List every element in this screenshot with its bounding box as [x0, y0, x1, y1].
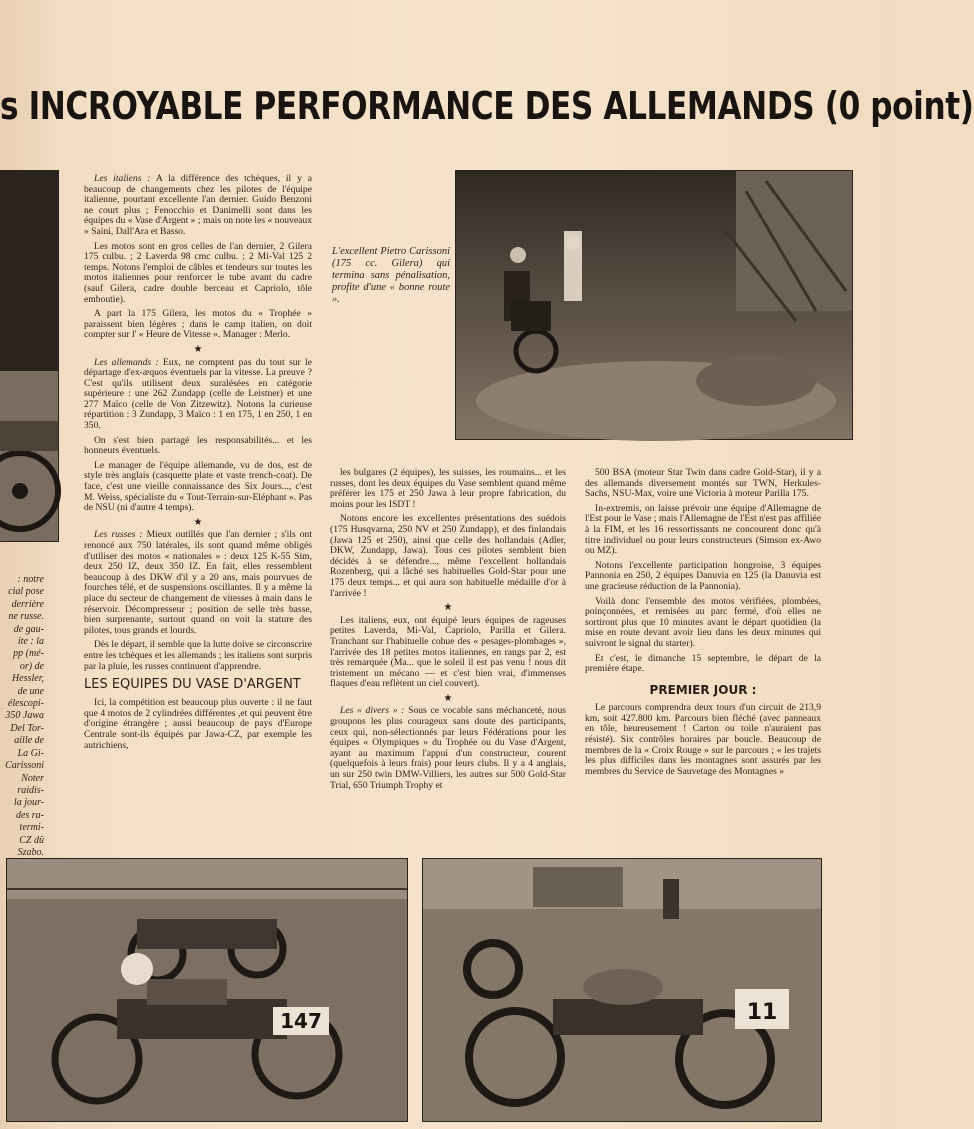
- photo-left-edge: [0, 170, 59, 542]
- left-fragment-line: or) de: [19, 660, 44, 672]
- paragraph: Ici, la compétition est beaucoup plus ouverte : il ne faut que 4 motos de 2 cylindrées différentes ,et qui peuvent être d'origine étrangère ; aussi beaucoup de pays d'Europe Centrale sont-ils équipés par Jawa-CZ, par exemple les autrichiens,: [84, 697, 312, 751]
- paragraph: Le parcours comprendra deux tours d'un circuit de 213,9 km, soit 427.800 km. Parcours bien fléché (avec panneaux en tôle, heureusement ! Carton ou toile n'auraient pas résisté). Six contrôles horaires par boucle. Beaucoup de membres de la « Croix Rouge » sur le parcours ; « les trajets les plus difficiles dans les montagnes sont assurés par les membres du Service de Sauvetage des Montagnes »: [585, 702, 821, 777]
- article-column-3: [585, 468, 821, 854]
- star-separator: ★: [193, 343, 203, 355]
- paragraph: 500 BSA (moteur Star Twin dans cadre Gold-Star), il y a des allemands diversement montés sur TWN, Herkules-Sachs, NSU-Max, voire une Victoria à moteur Parilla 175.: [585, 467, 821, 500]
- paragraph: In-extremis, on laisse prévoir une équipe d'Allemagne de l'Est pour le Vase ; mais l'Allemagne de l'Est n'est pas affiliée à la FIM, et les 16 ressortissants ne concourent donc qu'à titre individuel ou pour leurs constructeurs (Simson ex-Awo ou MZ).: [585, 502, 821, 557]
- left-fragment-line: cial pose: [8, 586, 44, 598]
- left-fragment-line: derrière: [11, 598, 44, 610]
- paragraph: Les motos sont en gros celles de l'an dernier, 2 Gilera 175 culbu. ; 2 Laverda 98 cmc culbu. ; 2 Mi-Val 125 2 temps. Notons l'emploi de câbles et tendeurs sur toutes les motos italiennes pour renforcer le tube avant du cadre (sauf Gilera, cadre double berceau et Capriolo, tôle emboutie).: [84, 240, 312, 305]
- left-fragment-line: pp (mé-: [13, 648, 44, 660]
- race-number-plate: 11: [746, 1000, 778, 1025]
- paragraph: Notons encore les excellentes présentations des suédois (175 Husqvarna, 250 NV et 250 Zundapp), et des finlandais (Jawa 125 et 250), ainsi que celle des hollandais (Adler, DKW, Zundapp, Jawa). Tous ces pilotes semblent bien décidés à se défendre..., même l'excellent hollandais Rozenberg, qui a lâché ses habituelles Gold-Star pour une 175 deux temps... et qui aura son habituelle médaille d'or à l'arrivée !: [330, 513, 566, 599]
- paragraph: [84, 358, 312, 432]
- left-fragment-line: CZ dû: [19, 834, 44, 846]
- paragraph: [84, 174, 312, 238]
- race-number-plate: 147: [280, 1009, 322, 1033]
- photo-caption: L'excellent Pietro Carissoni (175 cc. Gilera) qui termina sans pénalisation, profite d'une « bonne route ».: [332, 246, 450, 305]
- photo-rider-forest: [455, 170, 853, 440]
- left-fragment-line: des ra-: [15, 809, 44, 821]
- left-fragment-line: 350 Jawa: [5, 710, 44, 722]
- paragraph: Et c'est, le dimanche 15 septembre, le départ de la première étape.: [585, 652, 821, 675]
- section-heading-premier-jour: PREMIER JOUR :: [649, 682, 757, 697]
- left-fragment-line: la jour-: [13, 797, 44, 809]
- paragraph: Voilà donc l'ensemble des motos vérifiées, plombées, poinçonnées, et remisées au parc fermé, d'où elles ne sortiront plus que 10 minutes avant le départ quotidien (la mise en route devant avoir lieu dans les deux minutes qui suivront le signal du starter).: [585, 595, 821, 649]
- left-fragment-line: termi-: [19, 822, 44, 834]
- article-column-1: [84, 174, 312, 854]
- photo-left-edge-drawing: [0, 171, 58, 541]
- paragraph: Notons l'excellente participation hongroise, 3 équipes Pannonia en 250, 2 équipes Danuvia en 125 (la Danuvia est une gracieuse réduction de la Pannonia).: [585, 559, 821, 592]
- article-column-2: [330, 468, 566, 854]
- left-caption-fragment: [0, 574, 44, 859]
- star-separator: ★: [443, 602, 453, 614]
- section-heading-vase: LES EQUIPES DU VASE D'ARGENT: [84, 677, 301, 693]
- left-fragment-line: de gau-: [13, 623, 44, 635]
- photo-motorcycles-right: [422, 858, 822, 1122]
- paragraph: [84, 530, 312, 636]
- paragraph: les bulgares (2 équipes), les suisses, les roumains... et les russes, dont les deux équipes du Vase semblent quand même préférer les 175 et 250 Jawa à leur propre fabrication, du moins pour les ISDT !: [330, 467, 566, 510]
- left-fragment-line: La Gi-: [17, 747, 44, 759]
- left-fragment-line: ne russe.: [8, 611, 44, 623]
- star-separator: ★: [443, 692, 453, 704]
- paragraph-text: Sous ce vocable sans méchanceté, nous groupons les plus courageux sans doute des participants, ceux qui, non-sélectionnés par leurs Fédérations pour les équipes « Olympiques » du Trophée ou du Vase d'Argent, ayant au maximum l'appui d'un constructeur, courent (quelquefois à leurs frais) pour leurs clubs. Il y a 4 anglais, un sur 250 twin DMW-Villiers, les autres sur 500 Gold-Star Trial, 650 Triumph Trophy et: [330, 705, 566, 791]
- paragraph-text: Mieux outillés que l'an dernier ; s'ils ont renoncé aux 750 latérales, ils sont quand même obligés d'utiliser des motos « nationales » : deux 125 K-55 Sim, deux 250 IZ, deux 350 IZ. En fait, elles ressemblent beaucoup à des DKW d'il y a 20 ans, mais pourvues de fourches télé, et de suspensions oscillantes. Il y a même la place du secteur de changement de vitesses à main dans le réservoir. Décompresseur ; position de selle très basse, bien surprenante, surtout quand on voit la stature des pilotes, tous grands et lourds.: [84, 529, 313, 636]
- paragraph-lead: Les italiens :: [94, 173, 151, 184]
- paragraph-text: Eux, ne comptent pas du tout sur le départage d'ex-æquos éventuels par la vitesse. La preuve ? C'est qu'ils utilisent deux suralésées en catégorie supérieure : une 262 Zundapp (celle de Leistner) et une 277 Maïco (celle de Von Zitzewitz). Notons la curieuse répartition : 3 Zundapp, 3 Maïco : 1 en 175, 1 en 250, 1 en 350.: [84, 356, 312, 432]
- paragraph: Les italiens, eux, ont équipé leurs équipes de rageuses petites Laverda, Mi-Val, Capriolo, Parilla et Gilera. Tranchant sur l'habituelle cohue des « pesages-plombages », l'arrivée des 18 petites motos italiennes, en rangs par 2, est très remarquée (Ma... que le soleil il est pas venu ! nous dit tristement un mécano — et c'est bien vrai, d'immenses flaques d'eau reflètent un ciel couvert).: [330, 614, 566, 690]
- left-fragment-line: : notre: [17, 574, 44, 585]
- headline: s INCROYABLE PERFORMANCE DES ALLEMANDS (0 point): [0, 84, 974, 128]
- paragraph: On s'est bien partagé les responsabilités... et les honneurs éventuels.: [84, 434, 312, 457]
- left-fragment-line: Noter: [21, 772, 44, 784]
- paragraph: Dès le départ, il semble que la lutte doive se circonscrire entre les tchèques et les allemands ; les italiens sont surpris par la pluie, les russes continuent d'apprendre.: [84, 639, 312, 672]
- left-fragment-line: aille de: [14, 735, 44, 747]
- paragraph-text: A la différence des tchèques, il y a beaucoup de changements chez les pilotes de l'équipe italienne, pourtant excellente l'an dernier. Guido Benzoni ne court plus ; Fenocchio et Danimelli sont dans les équipes du « Vase d'Argent » ; mais on note les « nouveaux » Saini, Dall'Ara et Basso.: [84, 173, 312, 237]
- star-separator: ★: [193, 516, 203, 528]
- photo-motorcycles-left-drawing: [7, 859, 407, 1121]
- photo-motorcycles-right-drawing: [423, 859, 821, 1121]
- left-fragment-line: élescopi-: [7, 698, 44, 710]
- photo-rider-forest-drawing: [456, 171, 852, 439]
- left-fragment-line: de une: [17, 685, 44, 697]
- paragraph-lead: Les « divers » :: [340, 705, 405, 717]
- photo-motorcycles-left: [6, 858, 408, 1122]
- left-fragment-line: raidis-: [17, 784, 44, 796]
- left-fragment-line: ite : la: [17, 636, 44, 648]
- paragraph-lead: Les allemands :: [94, 356, 159, 368]
- left-fragment-line: Carissoni: [5, 760, 44, 772]
- left-fragment-line: Del Tor-: [10, 722, 44, 734]
- left-fragment-line: Szabo.: [17, 846, 44, 858]
- left-fragment-line: Hessler,: [12, 673, 44, 685]
- paragraph: A part la 175 Gilera, les motos du « Trophée » paraissent bien légères ; dans le camp italien, on doit compter sur l' « Heure de Vitesse ». Manager : Merlo.: [84, 308, 312, 341]
- paragraph-lead: Les russes :: [94, 529, 143, 541]
- paragraph: [330, 706, 566, 791]
- paragraph: Le manager de l'équipe allemande, vu de dos, est de style très anglais (casquette plate et vaste trench-coat). De face, c'est une vieille connaissance des Six Jours..., c'est M. Weiss, spécialiste du « Tout-Terrain-sur-Eléphant ». Pas de NSU (ni d'autre 4 temps).: [84, 459, 312, 514]
